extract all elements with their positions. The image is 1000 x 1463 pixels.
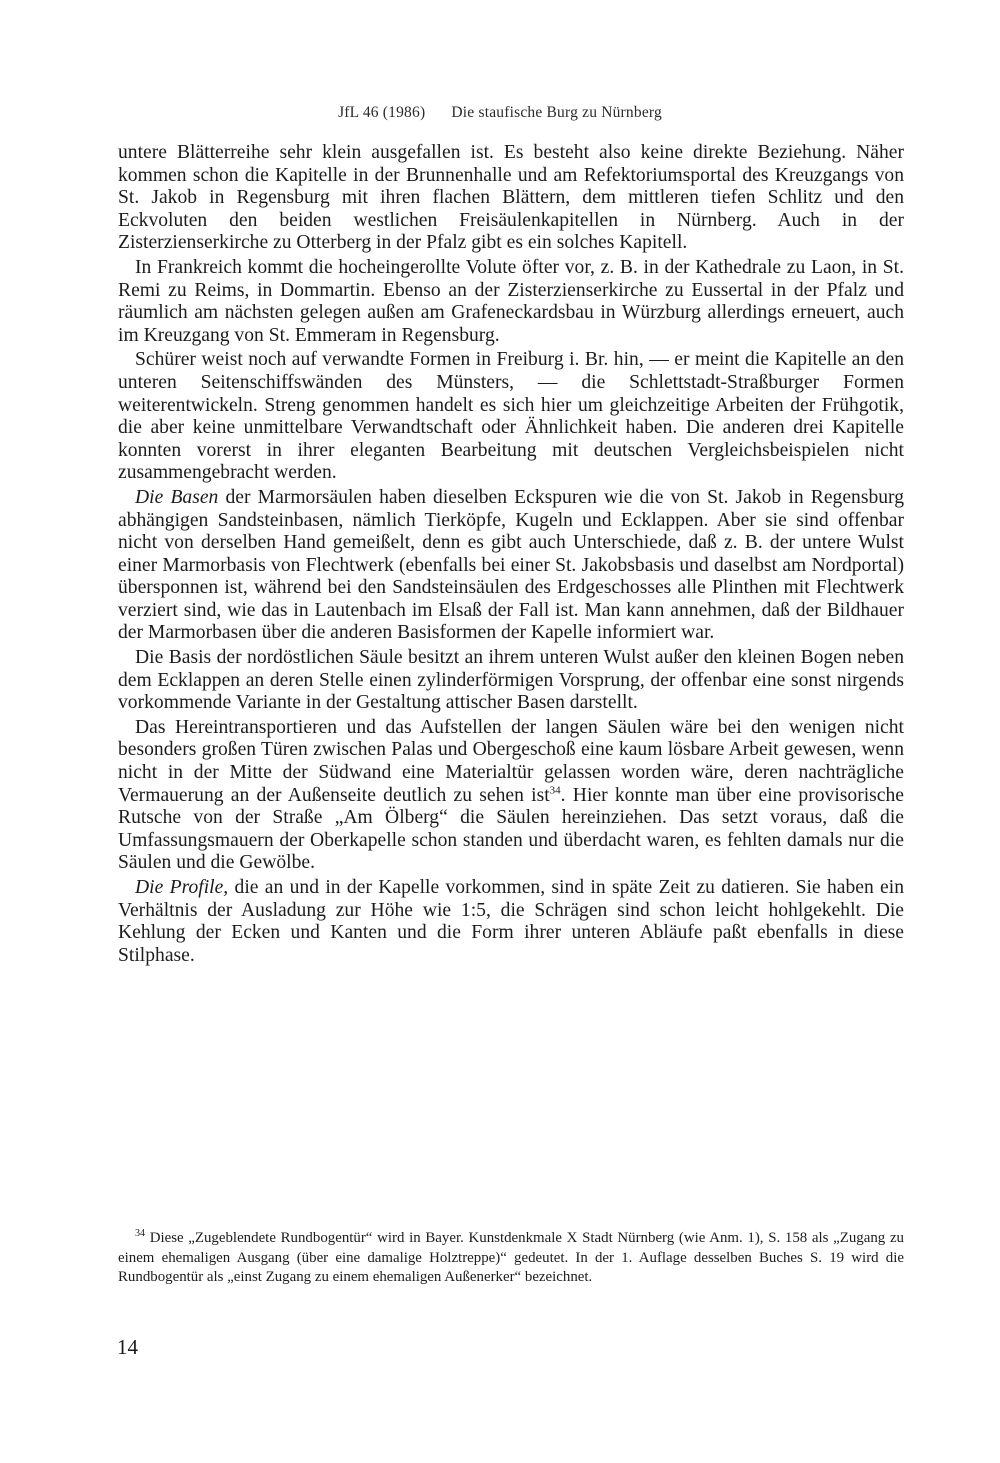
paragraph-6-tail: . Hier konnte man über eine provisorische Rutsche von der Straße „Am Ölberg“ die Säulen hereinziehen. Das setzt voraus, daß die Umfassungsmauern der Oberkapelle schon standen und überdacht waren, es fehlten damals nur die Säulen und die Gewölbe. — [118, 784, 904, 874]
page-number: 14 — [117, 1335, 138, 1359]
journal-reference: JfL 46 (1986) — [338, 104, 426, 121]
section-lead-basen: Die Basen — [135, 486, 219, 508]
paragraph-7 — [118, 877, 904, 967]
footnote — [118, 1229, 904, 1288]
paragraph-5: Die Basis der nordöstlichen Säule besitzt an ihrem unteren Wulst außer den kleinen Bogen neben dem Ecklappen an deren Stelle einen zylinderförmigen Vorsprung, der offenbar eine sonst nirgends vorkommende Variante in der Gestaltung attischer Basen darstellt. — [118, 647, 904, 714]
paragraph-3: Schürer weist noch auf verwandte Formen in Freiburg i. Br. hin, — er meint die Kapitelle an den unteren Seitenschiffswänden des Münsters, — die Schlettstadt-Straßburger Formen weiterentwickeln. Streng genommen handelt es sich hier um gleichzeitige Arbeiten der Frühgotik, die aber keine unmittelbare Verwandtschaft oder Ähnlichkeit haben. Die anderen drei Kapitelle konnten vorerst in ihrer eleganten Bearbeitung mit deutschen Vergleichsbeispielen nicht zusammengebracht werden. — [118, 349, 904, 484]
paragraph-4-text: der Marmorsäulen haben dieselben Eckspuren wie die von St. Jakob in Regensburg abhängigen Sandsteinbasen, nämlich Tierköpfe, Kugeln und Ecklappen. Aber sie sind offenbar nicht von derselben Hand gemeißelt, denn es gibt auch Unterschiede, daß z. B. der untere Wulst einer Marmorbasis von Flechtwerk (ebenfalls bei einer St. Jakobsbasis und daselbst am Nordportal) übersponnen ist, während bei den Sandsteinsäulen des Erdgeschosses alle Plinthen mit Flechtwerk verziert sind, wie das in Lautenbach im Elsaß der Fall ist. Man kann annehmen, daß der Bildhauer der Marmorbasen über die anderen Basisformen der Kapelle informiert war. — [118, 486, 905, 644]
paragraph-4 — [118, 487, 904, 645]
footnote-text: Diese „Zugeblendete Rundbogentür“ wird in Bayer. Kunstdenkmale X Stadt Nürnberg (wie Anm. 1), S. 158 als „Zugang zu einem ehemaligen Ausgang (über eine damalige Holztreppe)“ gedeutet. In der 1. Auflage desselben Buches S. 19 wird die Rundbogentür als „einst Zugang zu einem ehemaligen Außenerker“ bezeichnet. — [118, 1230, 904, 1285]
paragraph-1: untere Blätterreihe sehr klein ausgefallen ist. Es besteht also keine direkte Beziehung. Näher kommen schon die Kapitelle in der Brunnenhalle und am Refektoriumsportal des Kreuzgangs von St. Jakob in Regensburg mit ihren flachen Blättern, dem mittleren tiefen Schlitz und den Eckvoluten den beiden westlichen Freisäulenkapitellen in Nürnberg. Auch in der Zisterzienserkirche zu Otterberg in der Pfalz gibt es ein solches Kapitell. — [118, 142, 904, 254]
article-title: Die staufische Burg zu Nürnberg — [451, 104, 662, 121]
section-lead-profile: Die Profile, — [135, 877, 229, 898]
running-header — [0, 104, 1000, 122]
paragraph-7-text: die an und in der Kapelle vorkommen, sind in späte Zeit zu datieren. Sie haben ein Verhältnis der Ausladung zur Höhe wie 1:5, die Schrägen sind schon leicht hohlgekehlt. Die Kehlung der Ecken und Kanten und die Form ihrer unteren Abläufe paßt ebenfalls in diese Stilphase. — [118, 877, 904, 966]
footnote-number: 34 — [135, 1228, 145, 1240]
body-text — [118, 142, 904, 969]
paragraph-6-text: Das Hereintransportieren und das Aufstellen der langen Säulen wäre bei den wenigen nicht besonders großen Türen zwischen Palas und Obergeschoß eine kaum lösbare Arbeit gewesen, wenn nicht in der Mitte der Südwand eine Materialtür gelassen worden wäre, deren nachträgliche Vermauerung an der Außenseite deutlich zu sehen ist — [118, 716, 904, 806]
paragraph-6 — [118, 717, 904, 875]
paragraph-2: In Frankreich kommt die hocheingerollte Volute öfter vor, z. B. in der Kathedrale zu Laon, in St. Remi zu Reims, in Dommartin. Ebenso an der Zisterzienserkirche zu Eussertal in der Pfalz und räumlich am nächsten gelegen außen am Grafeneckardsbau in Würzburg allerdings erneuert, auch im Kreuzgang von St. Emmeram in Regensburg. — [118, 256, 904, 346]
footnote-reference[interactable]: 34 — [549, 784, 561, 797]
